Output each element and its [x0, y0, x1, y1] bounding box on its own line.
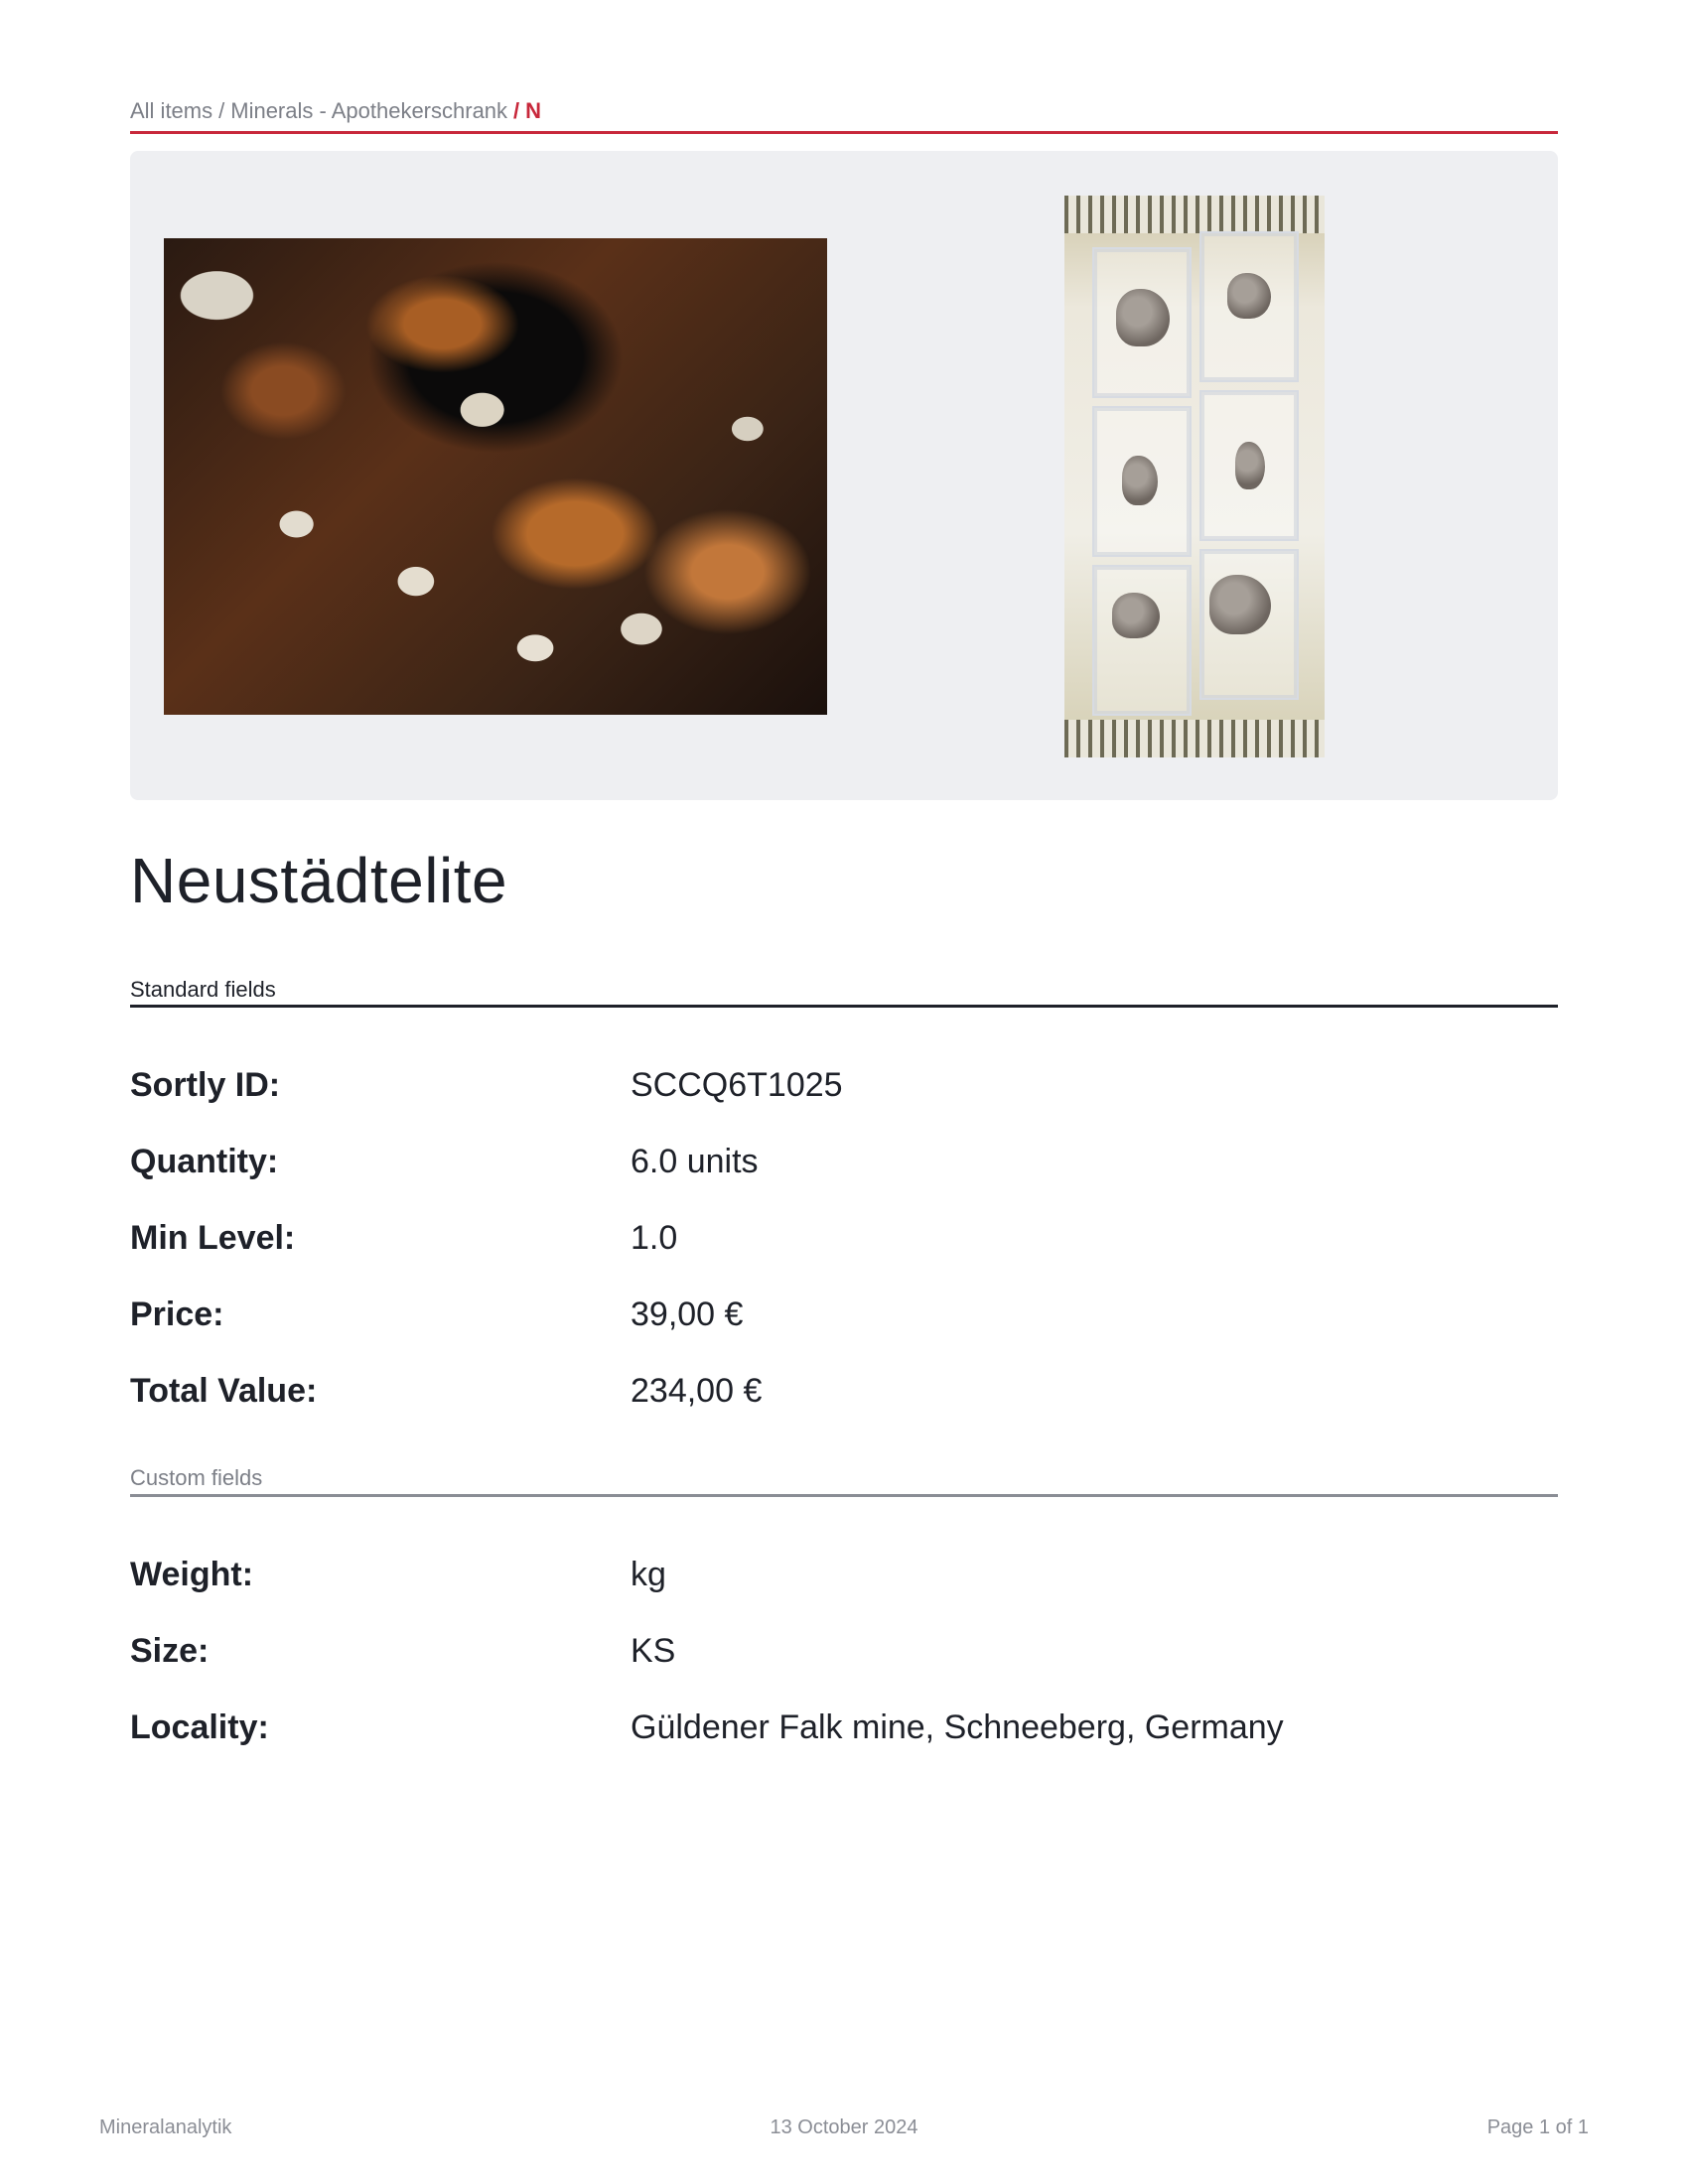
breadcrumb-separator: / [513, 98, 520, 123]
field-min-level [130, 1219, 1558, 1269]
field-weight [130, 1556, 1558, 1605]
field-value: 39,00 € [631, 1296, 744, 1333]
specimen-rock [1122, 456, 1158, 505]
specimen-box [1092, 406, 1192, 557]
field-size [130, 1632, 1558, 1682]
field-sortly-id [130, 1066, 1558, 1116]
field-quantity [130, 1143, 1558, 1192]
specimen-box [1199, 231, 1299, 382]
specimen-rock [1235, 442, 1265, 489]
specimen-rock [1116, 289, 1170, 346]
field-value: 1.0 [631, 1219, 678, 1257]
field-label: Total Value: [130, 1372, 318, 1410]
specimen-box [1092, 247, 1192, 398]
crystals-photo[interactable] [164, 238, 827, 715]
field-locality [130, 1708, 1558, 1758]
specimen-rock [1227, 273, 1271, 319]
cabinet-vent-bottom [1064, 720, 1325, 757]
custom-fields-divider [130, 1494, 1558, 1497]
footer-date: 13 October 2024 [770, 2116, 918, 2138]
custom-fields-heading: Custom fields [130, 1465, 263, 1490]
specimen-rock [1209, 575, 1271, 634]
field-value: Güldener Falk mine, Schneeberg, Germany [631, 1708, 1284, 1746]
specimen-box [1199, 390, 1299, 541]
breadcrumb-divider [130, 131, 1558, 134]
field-label: Sortly ID: [130, 1066, 281, 1104]
breadcrumb-separator: / [218, 98, 225, 123]
breadcrumb-folder[interactable]: Minerals - Apothekerschrank [230, 98, 508, 123]
breadcrumb-all-items[interactable]: All items [130, 98, 213, 123]
field-value: SCCQ6T1025 [631, 1066, 843, 1104]
footer-company: Mineralanalytik [99, 2116, 232, 2138]
field-label: Locality: [130, 1708, 269, 1746]
cabinet-vent-top [1064, 196, 1325, 233]
footer-page-number: Page 1 of 1 [1486, 2116, 1589, 2138]
field-label: Quantity: [130, 1143, 279, 1180]
field-label: Size: [130, 1632, 210, 1670]
breadcrumb [130, 98, 1558, 124]
item-title: Neustädtelite [130, 845, 508, 916]
specimen-box [1199, 549, 1299, 700]
breadcrumb-current: N [525, 98, 542, 123]
field-label: Weight: [130, 1556, 254, 1593]
field-value: KS [631, 1632, 676, 1670]
standard-fields-heading: Standard fields [130, 977, 276, 1002]
field-value: 234,00 € [631, 1372, 763, 1410]
photo-gallery [130, 151, 1558, 800]
field-price [130, 1296, 1558, 1345]
field-value: kg [631, 1556, 666, 1593]
field-label: Price: [130, 1296, 224, 1333]
field-total-value [130, 1372, 1558, 1422]
cabinet-photo[interactable] [1064, 196, 1325, 757]
specimen-box [1092, 565, 1192, 716]
standard-fields-divider [130, 1005, 1558, 1008]
specimen-rock [1112, 593, 1160, 638]
field-value: 6.0 units [631, 1143, 759, 1180]
field-label: Min Level: [130, 1219, 296, 1257]
